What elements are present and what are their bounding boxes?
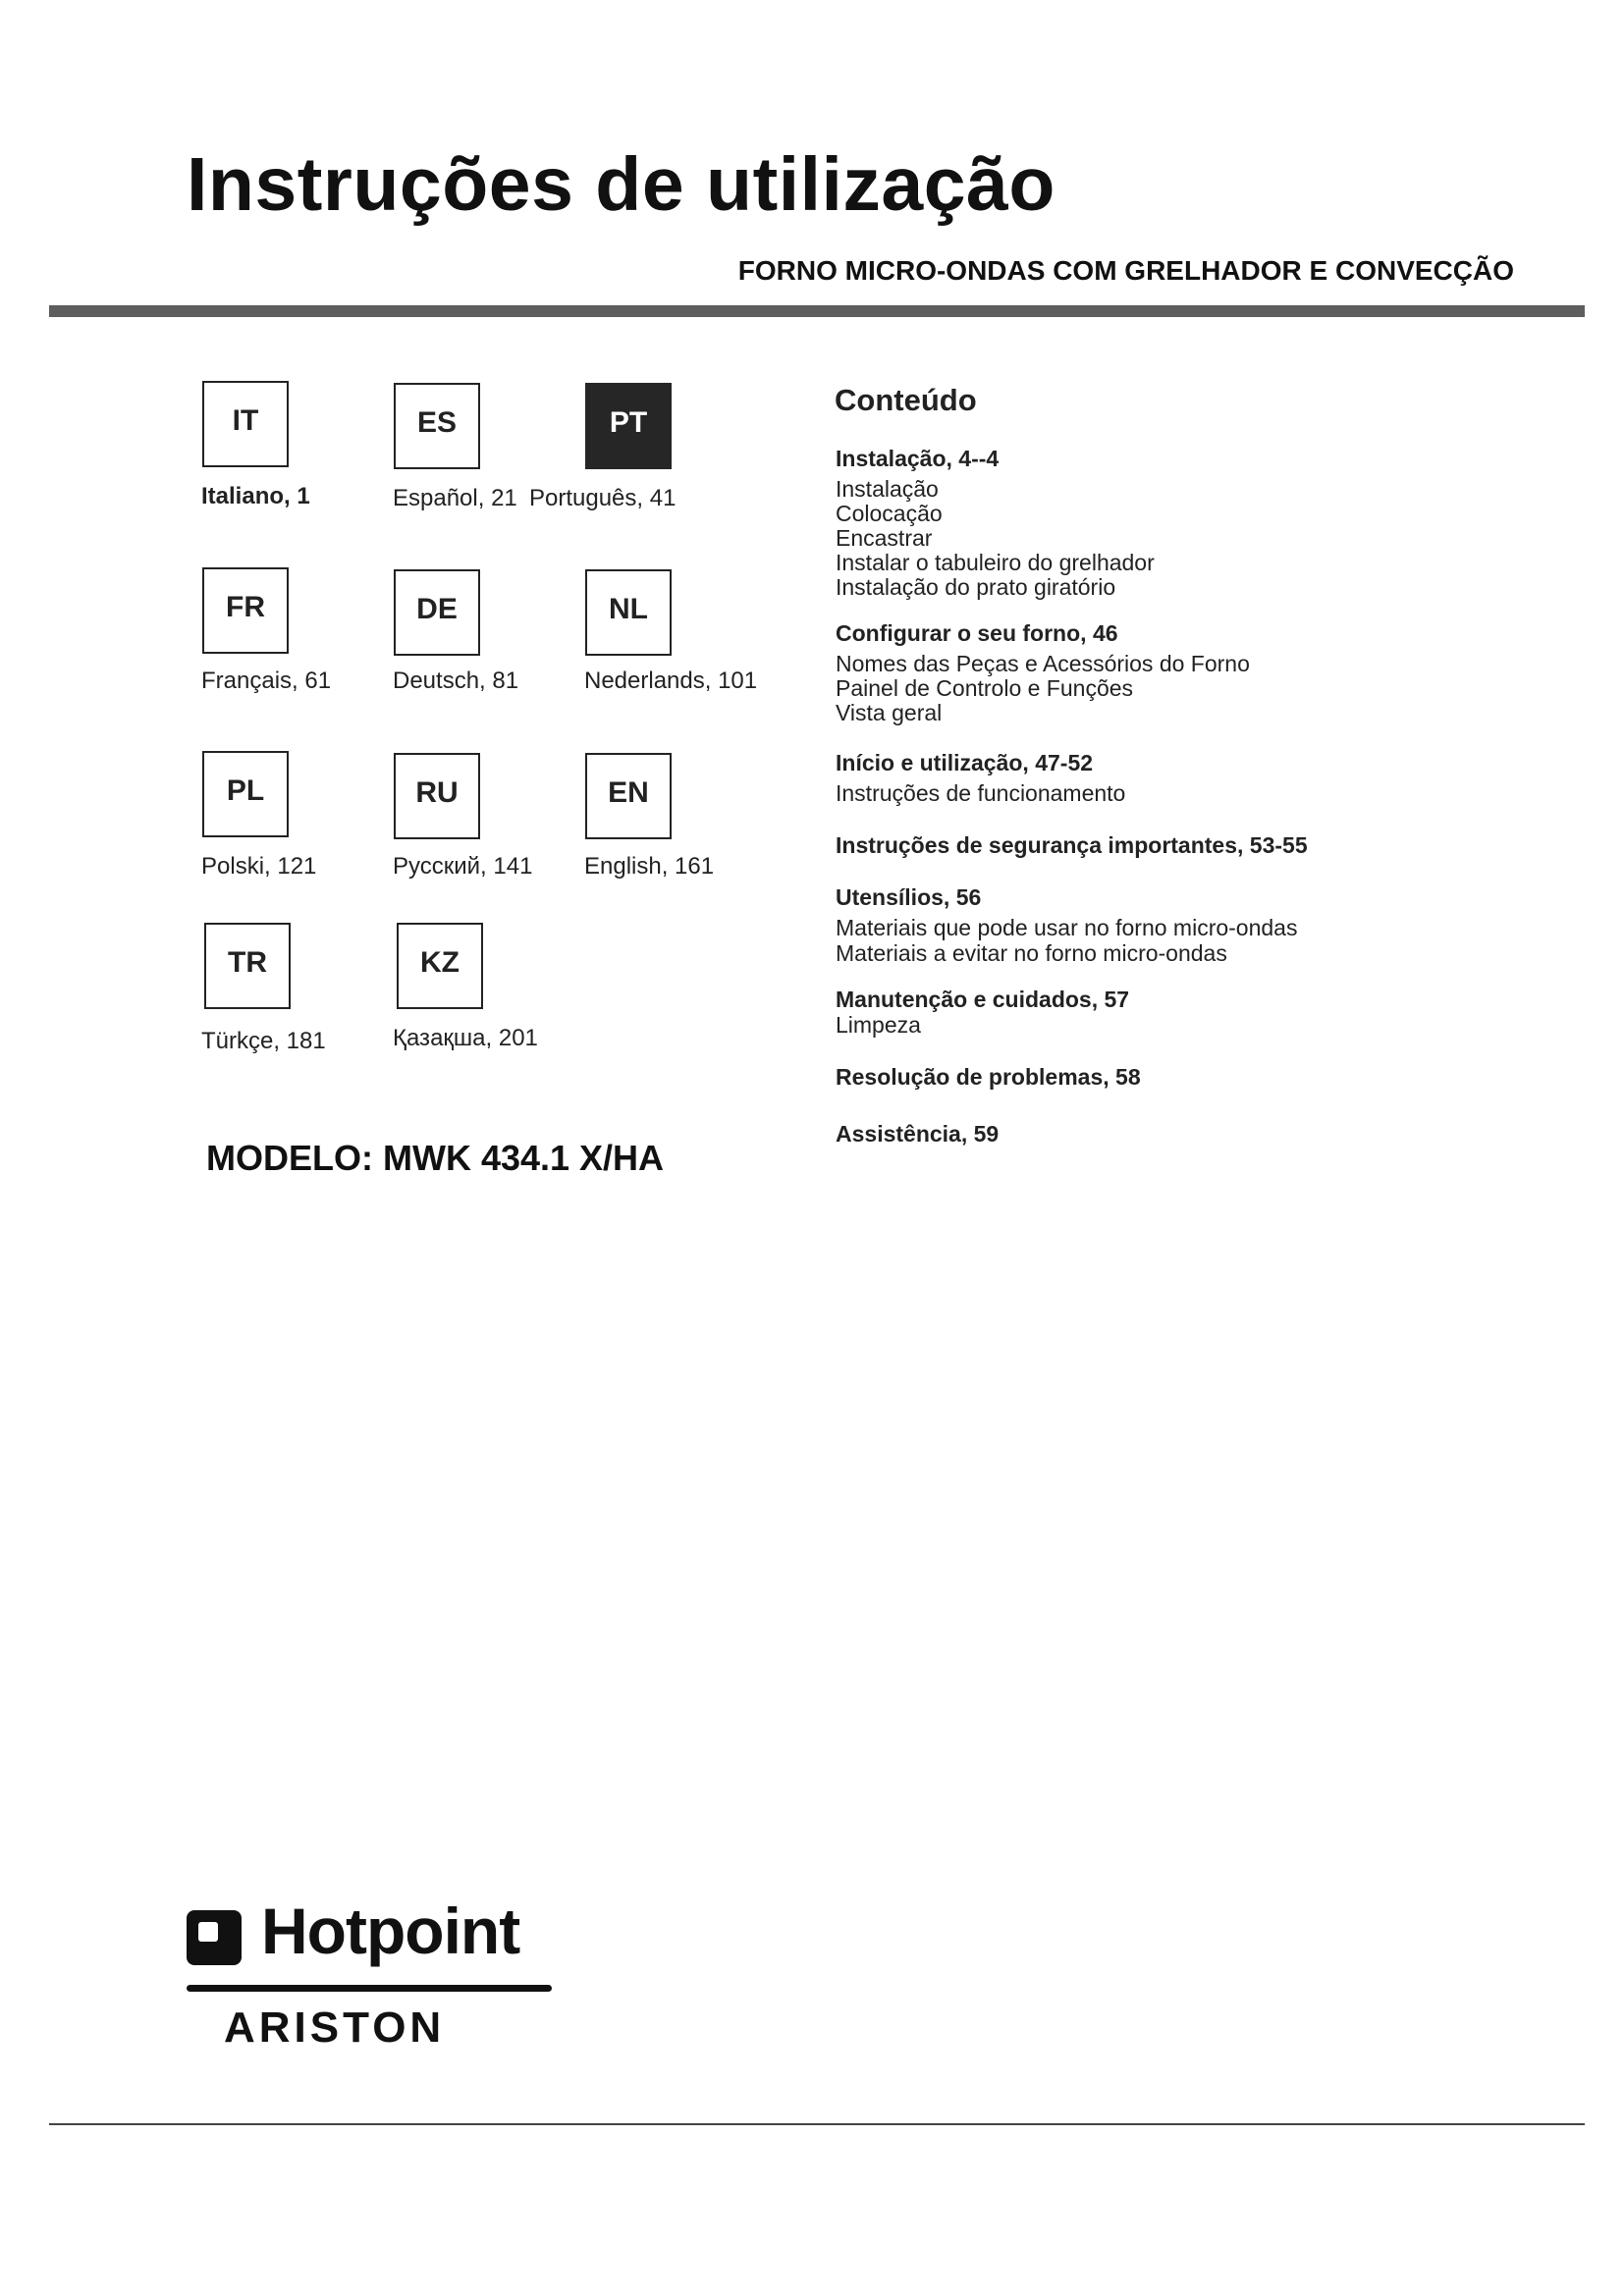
lang-label-it[interactable]: Italiano, 1 bbox=[201, 483, 310, 509]
toc-item[interactable]: Materiais que pode usar no forno micro-ondas bbox=[836, 915, 1298, 940]
brand-logo bbox=[187, 1895, 560, 2054]
lang-label-de[interactable]: Deutsch, 81 bbox=[393, 667, 519, 694]
toc-item[interactable]: Colocação bbox=[836, 501, 943, 526]
lang-box-pl[interactable]: PL bbox=[202, 751, 289, 837]
model-number: MODELO: MWK 434.1 X/HA bbox=[206, 1138, 665, 1178]
toc-section-installation[interactable]: Instalação, 4--4 bbox=[836, 446, 1000, 471]
brand-divider bbox=[187, 1985, 552, 1992]
lang-box-it[interactable]: IT bbox=[202, 381, 289, 467]
hotpoint-logo-icon bbox=[187, 1910, 242, 1965]
lang-box-fr[interactable]: FR bbox=[202, 567, 289, 654]
toc-section-start[interactable]: Início e utilização, 47-52 bbox=[836, 750, 1094, 775]
lang-label-en[interactable]: English, 161 bbox=[584, 853, 715, 880]
lang-box-en[interactable]: EN bbox=[585, 753, 672, 839]
toc-item[interactable]: Instalação bbox=[836, 476, 939, 502]
page-title: Instruções de utilização bbox=[187, 142, 1056, 227]
toc-section-assistance[interactable]: Assistência, 59 bbox=[836, 1121, 1000, 1147]
toc-item[interactable]: Instalação do prato giratório bbox=[836, 574, 1116, 600]
toc-section-setup[interactable]: Configurar o seu forno, 46 bbox=[836, 620, 1118, 646]
toc-section-maintenance[interactable]: Manutenção e cuidados, 57 bbox=[836, 987, 1130, 1012]
brand-name-ariston: ARISTON bbox=[224, 2003, 446, 2052]
toc-section-utensils[interactable]: Utensílios, 56 bbox=[836, 884, 982, 910]
lang-label-pt[interactable]: Português, 41 bbox=[529, 485, 677, 511]
lang-label-pl[interactable]: Polski, 121 bbox=[201, 853, 317, 880]
header-divider bbox=[49, 305, 1585, 317]
footer-divider bbox=[49, 2123, 1585, 2125]
lang-box-kz[interactable]: KZ bbox=[397, 923, 483, 1009]
toc-section-troubleshooting[interactable]: Resolução de problemas, 58 bbox=[836, 1064, 1141, 1090]
toc-item[interactable]: Limpeza bbox=[836, 1012, 921, 1038]
toc-item[interactable]: Nomes das Peças e Acessórios do Forno bbox=[836, 651, 1250, 676]
lang-box-tr[interactable]: TR bbox=[204, 923, 291, 1009]
toc-item[interactable]: Vista geral bbox=[836, 700, 943, 725]
lang-box-ru[interactable]: RU bbox=[394, 753, 480, 839]
lang-label-es[interactable]: Español, 21 bbox=[393, 485, 517, 511]
toc-item[interactable]: Instalar o tabuleiro do grelhador bbox=[836, 550, 1155, 575]
toc-item[interactable]: Instruções de funcionamento bbox=[836, 780, 1126, 806]
brand-name-hotpoint: Hotpoint bbox=[261, 1895, 520, 1967]
lang-label-fr[interactable]: Français, 61 bbox=[201, 667, 332, 694]
toc-item[interactable]: Encastrar bbox=[836, 525, 933, 551]
lang-box-de[interactable]: DE bbox=[394, 569, 480, 656]
lang-label-tr[interactable]: Türkçe, 181 bbox=[201, 1028, 326, 1054]
lang-box-nl[interactable]: NL bbox=[585, 569, 672, 656]
lang-label-ru[interactable]: Русский, 141 bbox=[393, 853, 533, 880]
lang-box-pt[interactable]: PT bbox=[585, 383, 672, 469]
lang-box-es[interactable]: ES bbox=[394, 383, 480, 469]
lang-label-kz[interactable]: Қазақша, 201 bbox=[393, 1025, 538, 1051]
toc-item[interactable]: Materiais a evitar no forno micro-ondas bbox=[836, 940, 1227, 966]
toc-section-safety[interactable]: Instruções de segurança importantes, 53-55 bbox=[836, 832, 1308, 858]
page-subtitle: FORNO MICRO-ONDAS COM GRELHADOR E CONVECÇÃO bbox=[737, 255, 1514, 286]
toc-item[interactable]: Painel de Controlo e Funções bbox=[836, 675, 1134, 701]
toc-heading: Conteúdo bbox=[835, 383, 977, 417]
lang-label-nl[interactable]: Nederlands, 101 bbox=[584, 667, 758, 694]
